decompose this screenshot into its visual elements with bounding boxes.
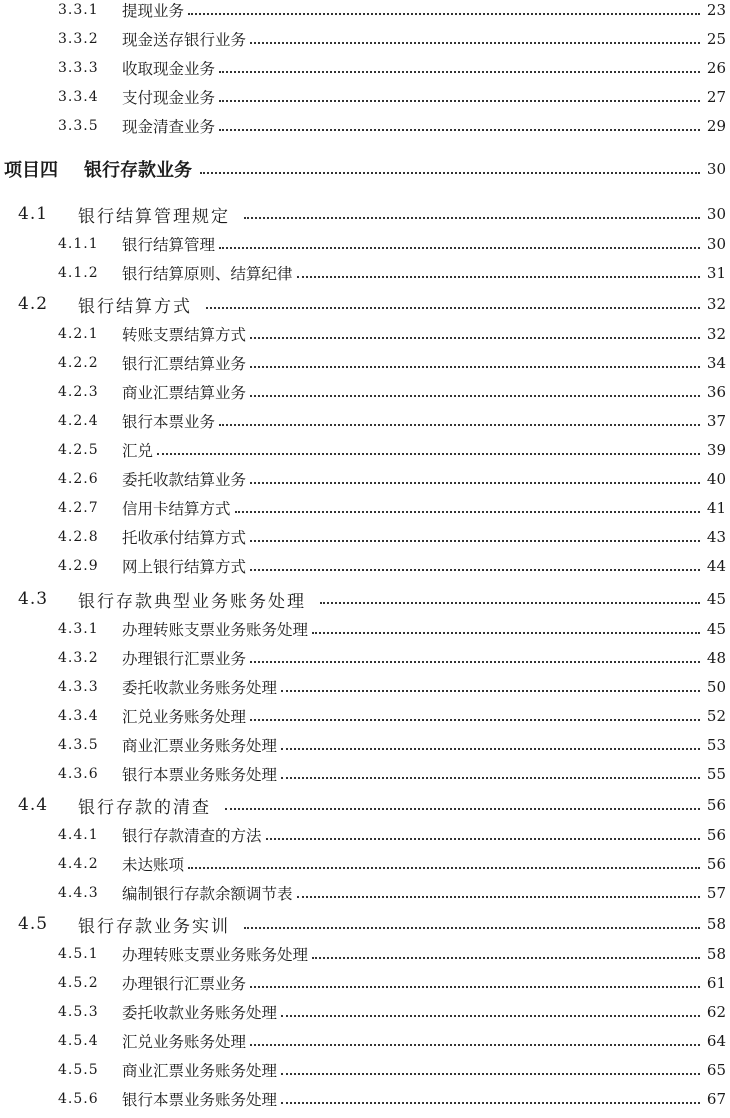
toc-title: 银行存款业务实训 [78, 916, 230, 937]
toc-title: 网上银行结算方式 [122, 558, 247, 576]
dot-leader [250, 539, 700, 542]
toc-number: 4.3.2 [58, 650, 99, 666]
toc-title: 银行存款的清查 [78, 797, 211, 818]
dot-leader [235, 510, 700, 513]
toc-number: 3.3.3 [58, 60, 99, 76]
toc-page-number: 62 [706, 1003, 726, 1021]
dot-leader [266, 837, 700, 840]
toc-entry[interactable] [0, 821, 730, 849]
toc-entry[interactable] [0, 436, 730, 464]
toc-number: 4.1 [18, 204, 49, 224]
toc-entry[interactable] [0, 83, 730, 111]
toc-title: 银行结算原则、结算纪律 [122, 265, 293, 283]
toc-page-number: 45 [706, 620, 726, 638]
toc-number: 3.3.4 [58, 89, 99, 105]
dot-leader [250, 568, 700, 571]
dot-leader [320, 601, 700, 604]
toc-page-number: 26 [706, 59, 726, 77]
toc-title: 办理转账支票业务账务处理 [122, 946, 309, 964]
dot-leader [225, 807, 700, 810]
toc-title: 办理银行汇票业务 [122, 650, 247, 668]
toc-number: 4.3.3 [58, 679, 99, 695]
toc-page-number: 56 [706, 855, 726, 873]
toc-entry[interactable] [0, 112, 730, 140]
toc-section-heading[interactable] [0, 585, 730, 613]
toc-page-number: 65 [706, 1061, 726, 1079]
toc-title: 银行本票业务账务处理 [122, 766, 278, 784]
toc-title: 商业汇票结算业务 [122, 384, 247, 402]
dot-leader [312, 631, 700, 634]
toc-page-number: 40 [706, 470, 726, 488]
toc-title: 转账支票结算方式 [122, 326, 247, 344]
toc-entry[interactable] [0, 407, 730, 435]
toc-title: 委托收款业务账务处理 [122, 679, 278, 697]
toc-number: 4.5.4 [58, 1033, 99, 1049]
toc-number: 4.2.1 [58, 326, 99, 342]
toc-section-heading[interactable] [0, 791, 730, 819]
toc-number: 4.4 [18, 795, 49, 815]
toc-page-number: 58 [706, 915, 726, 933]
toc-number: 4.4.2 [58, 856, 99, 872]
toc-number: 4.5 [18, 914, 49, 934]
dot-leader [250, 718, 700, 721]
toc-title: 银行结算管理 [122, 236, 216, 254]
toc-entry[interactable] [0, 969, 730, 997]
toc-number: 4.3.4 [58, 708, 99, 724]
toc-entry[interactable] [0, 523, 730, 551]
dot-leader [250, 985, 700, 988]
dot-leader [250, 481, 700, 484]
toc-entry[interactable] [0, 494, 730, 522]
dot-leader [281, 747, 700, 750]
toc-page-number: 48 [706, 649, 726, 667]
toc-number: 3.3.2 [58, 31, 99, 47]
toc-page-number: 45 [706, 590, 726, 608]
toc-page-number: 52 [706, 707, 726, 725]
toc-entry[interactable] [0, 465, 730, 493]
toc-title: 银行存款业务 [84, 160, 192, 181]
toc-section-heading[interactable] [0, 290, 730, 318]
toc-entry[interactable] [0, 259, 730, 287]
toc-title: 银行本票业务账务处理 [122, 1091, 278, 1109]
toc-page-number: 39 [706, 441, 726, 459]
toc-title: 未达账项 [122, 856, 185, 874]
dot-leader [206, 306, 700, 309]
toc-section-heading[interactable] [0, 910, 730, 938]
dot-leader [219, 423, 700, 426]
toc-page-number: 27 [706, 88, 726, 106]
toc-entry[interactable] [0, 998, 730, 1026]
toc-number: 4.4.3 [58, 885, 99, 901]
dot-leader [244, 216, 700, 219]
dot-leader [312, 956, 700, 959]
toc-title: 委托收款结算业务 [122, 471, 247, 489]
toc-number: 4.2.4 [58, 413, 99, 429]
toc-entry[interactable] [0, 552, 730, 580]
toc-page-number: 31 [706, 264, 726, 282]
toc-page-number: 67 [706, 1090, 726, 1108]
toc-page-number: 23 [706, 1, 726, 19]
toc-page-number: 30 [706, 235, 726, 253]
dot-leader [281, 689, 700, 692]
dot-leader [250, 660, 700, 663]
toc-page-number: 36 [706, 383, 726, 401]
toc-page-number: 64 [706, 1032, 726, 1050]
toc-title: 支付现金业务 [122, 89, 216, 107]
toc-title: 办理银行汇票业务 [122, 975, 247, 993]
dot-leader [250, 41, 700, 44]
toc-entry[interactable] [0, 54, 730, 82]
dot-leader [200, 171, 700, 174]
toc-number: 4.1.2 [58, 265, 99, 281]
dot-leader [250, 394, 700, 397]
toc-title: 银行存款清查的方法 [122, 827, 262, 845]
dot-leader [219, 99, 700, 102]
toc-page-number: 32 [706, 325, 726, 343]
toc-number: 4.5.1 [58, 946, 99, 962]
toc-page-number: 56 [706, 796, 726, 814]
toc-entry[interactable] [0, 760, 730, 788]
toc-number: 4.3 [18, 589, 49, 609]
dot-leader [281, 776, 700, 779]
toc-title: 托收承付结算方式 [122, 529, 247, 547]
dot-leader [281, 1072, 700, 1075]
toc-number: 4.2.5 [58, 442, 99, 458]
toc-title: 现金送存银行业务 [122, 31, 247, 49]
toc-entry[interactable] [0, 25, 730, 53]
toc-title: 汇兑业务账务处理 [122, 708, 247, 726]
toc-page-number: 34 [706, 354, 726, 372]
toc-title: 办理转账支票业务账务处理 [122, 621, 309, 639]
dot-leader [219, 128, 700, 131]
toc-title: 汇兑业务账务处理 [122, 1033, 247, 1051]
dot-leader [219, 70, 700, 73]
toc-title: 提现业务 [122, 2, 185, 20]
dot-leader [250, 365, 700, 368]
toc-page-number: 32 [706, 295, 726, 313]
toc-title: 银行本票业务 [122, 413, 216, 431]
dot-leader [157, 452, 700, 455]
toc-entry[interactable] [0, 879, 730, 907]
toc-entry[interactable] [0, 1027, 730, 1055]
toc-number: 4.1.1 [58, 236, 99, 252]
toc-title: 商业汇票业务账务处理 [122, 737, 278, 755]
toc-page-number: 41 [706, 499, 726, 517]
toc-number: 4.2.9 [58, 558, 99, 574]
toc-title: 银行结算管理规定 [78, 206, 230, 227]
toc-page-number: 37 [706, 412, 726, 430]
toc-number: 4.2.6 [58, 471, 99, 487]
toc-page-number: 58 [706, 945, 726, 963]
toc-page-number: 30 [706, 160, 726, 178]
toc-number: 4.5.3 [58, 1004, 99, 1020]
toc-page-number: 50 [706, 678, 726, 696]
toc-page-number: 61 [706, 974, 726, 992]
toc-entry[interactable] [0, 0, 730, 24]
toc-page-number: 55 [706, 765, 726, 783]
dot-leader [250, 1043, 700, 1046]
toc-number: 4.5.5 [58, 1062, 99, 1078]
toc-title: 编制银行存款余额调节表 [122, 885, 293, 903]
toc-section-heading[interactable] [0, 200, 730, 228]
toc-page-number: 56 [706, 826, 726, 844]
toc-page-number: 30 [706, 205, 726, 223]
toc-number: 4.5.6 [58, 1091, 99, 1107]
toc-number: 4.2 [18, 294, 49, 314]
toc-page-number: 57 [706, 884, 726, 902]
toc-title: 委托收款业务账务处理 [122, 1004, 278, 1022]
toc-entry[interactable] [0, 320, 730, 348]
toc-entry[interactable] [0, 940, 730, 968]
toc-entry[interactable] [0, 850, 730, 878]
toc-title: 银行结算方式 [78, 296, 192, 317]
toc-title: 收取现金业务 [122, 60, 216, 78]
toc-entry[interactable] [0, 1056, 730, 1084]
toc-page-number: 25 [706, 30, 726, 48]
toc-entry[interactable] [0, 702, 730, 730]
toc-project-heading[interactable] [0, 155, 730, 183]
dot-leader [281, 1101, 700, 1104]
toc-number: 4.5.2 [58, 975, 99, 991]
dot-leader [188, 866, 700, 869]
toc-number: 4.2.3 [58, 384, 99, 400]
dot-leader [281, 1014, 700, 1017]
toc-title: 现金清查业务 [122, 118, 216, 136]
toc-number: 4.3.6 [58, 766, 99, 782]
toc-number: 4.2.2 [58, 355, 99, 371]
toc-number: 4.3.1 [58, 621, 99, 637]
dot-leader [244, 926, 700, 929]
toc-page-number: 53 [706, 736, 726, 754]
dot-leader [250, 336, 700, 339]
toc-entry[interactable] [0, 731, 730, 759]
toc-number: 4.2.8 [58, 529, 99, 545]
toc-page-number: 44 [706, 557, 726, 575]
toc-number: 4.3.5 [58, 737, 99, 753]
toc-number: 3.3.1 [58, 2, 99, 18]
toc-entry[interactable] [0, 230, 730, 258]
toc-entry[interactable] [0, 349, 730, 377]
toc-page-number: 29 [706, 117, 726, 135]
toc-title: 银行汇票结算业务 [122, 355, 247, 373]
toc-entry[interactable] [0, 615, 730, 643]
toc-number: 4.4.1 [58, 827, 99, 843]
toc-title: 信用卡结算方式 [122, 500, 231, 518]
dot-leader [297, 275, 700, 278]
dot-leader [219, 246, 700, 249]
toc-number: 3.3.5 [58, 118, 99, 134]
dot-leader [188, 12, 700, 15]
dot-leader [297, 895, 700, 898]
toc-entry[interactable] [0, 673, 730, 701]
toc-entry[interactable] [0, 378, 730, 406]
toc-number: 项目四 [4, 160, 58, 181]
toc-title: 商业汇票业务账务处理 [122, 1062, 278, 1080]
toc-page-number: 43 [706, 528, 726, 546]
toc-title: 汇兑 [122, 442, 154, 460]
toc-entry[interactable] [0, 644, 730, 672]
toc-number: 4.2.7 [58, 500, 99, 516]
toc-title: 银行存款典型业务账务处理 [78, 591, 306, 612]
toc-entry[interactable] [0, 1085, 730, 1113]
